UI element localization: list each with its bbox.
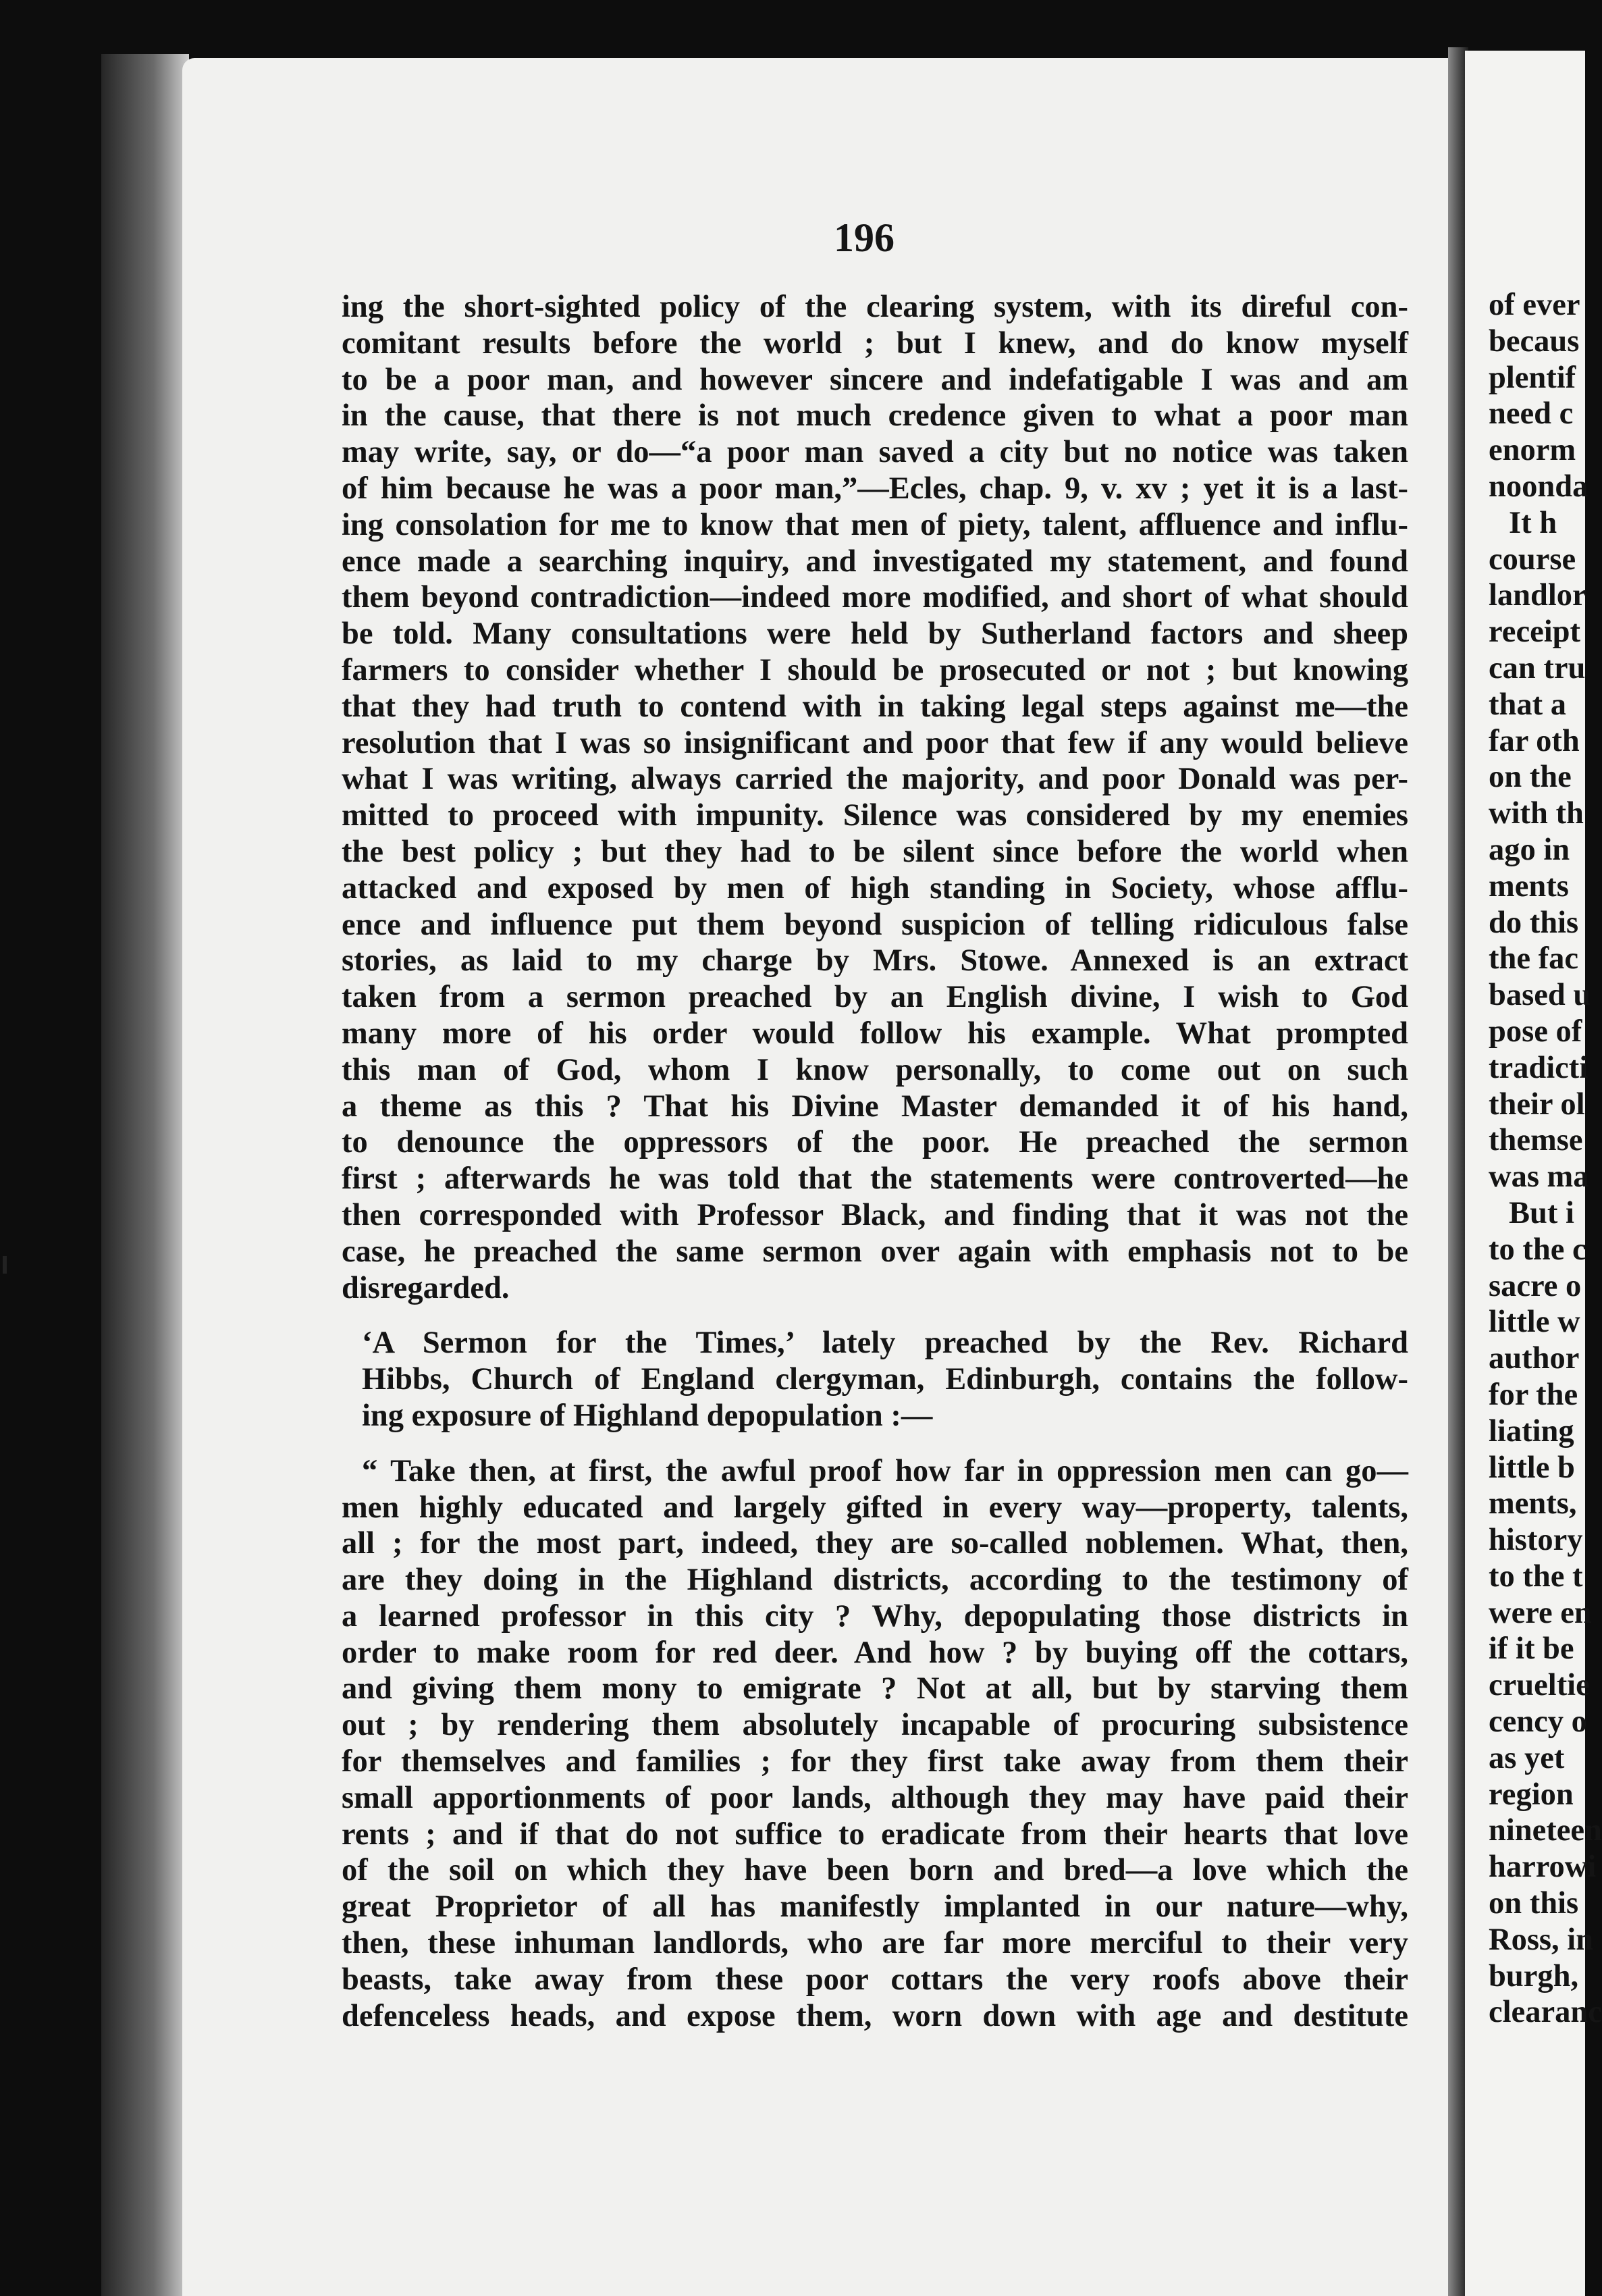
text-fragment: for the (1489, 1377, 1578, 1412)
text-fragment: ments (1489, 868, 1569, 904)
text-fragment: receipt (1489, 615, 1580, 650)
main-text-column (342, 289, 1408, 2034)
text-line: for themselves and families ; for they first take away from them their (342, 1744, 1408, 1779)
quote-paragraph (342, 1453, 1408, 2035)
book-edge-shadow (101, 54, 189, 2296)
text-fragment: little w (1489, 1305, 1580, 1340)
text-line: of him because he was a poor man,”—Ecles, chap. 9, v. xv ; yet it is a last- (342, 471, 1408, 506)
text-line: ence and influence put them beyond suspicion of telling ridiculous false (342, 907, 1408, 942)
text-fragment: with th (1489, 796, 1584, 831)
text-fragment: pose of (1489, 1014, 1582, 1049)
text-line: of the soil on which they have been born and bred—a love which the (342, 1853, 1408, 1888)
text-fragment: to the t (1489, 1559, 1583, 1594)
text-line: rents ; and if that do not suffice to eradicate from their hearts that love (342, 1817, 1408, 1852)
text-fragment: that a (1489, 687, 1566, 722)
text-fragment: the fac (1489, 941, 1578, 976)
text-fragment: need c (1489, 396, 1574, 432)
text-fragment: tradicti (1489, 1050, 1588, 1085)
text-fragment: liating (1489, 1413, 1574, 1449)
text-fragment: But i (1509, 1195, 1574, 1230)
text-fragment: history (1489, 1523, 1583, 1558)
text-fragment: clearanc (1489, 1995, 1602, 2030)
text-line: comitant results before the world ; but I knew, and do know myself (342, 325, 1408, 361)
text-fragment: landlor (1489, 578, 1586, 613)
text-fragment: becaus (1489, 323, 1580, 359)
text-fragment: ments, (1489, 1486, 1577, 1521)
text-line: may write, say, or do—“a poor man saved a city but no notice was taken (342, 435, 1408, 470)
text-line: mitted to proceed with impunity. Silence was considered by my enemies (342, 798, 1408, 833)
text-line: out ; by rendering them absolutely incapable of procuring subsistence (342, 1708, 1408, 1743)
text-line: “ Take then, at first, the awful proof how far in oppression men can go— (362, 1453, 1408, 1488)
text-line: beasts, take away from these poor cottars the very roofs above their (342, 1962, 1408, 1997)
text-line: ‘A Sermon for the Times,’ lately preached by the Rev. Richard (362, 1326, 1408, 1361)
body-paragraph (342, 289, 1408, 1306)
text-line: the best policy ; but they had to be silent since before the world when (342, 834, 1408, 869)
right-page-text-fragments (1489, 287, 1602, 2031)
text-line: a theme as this ? That his Divine Master demanded it of his hand, (342, 1089, 1408, 1124)
text-line: great Proprietor of all has manifestly implanted in our nature—why, (342, 1889, 1408, 1925)
text-fragment: far oth (1489, 723, 1580, 758)
text-fragment: It h (1509, 505, 1557, 540)
text-line: what I was writing, always carried the majority, and poor Donald was per- (342, 762, 1408, 797)
text-line: then corresponded with Professor Black, and finding that it was not the (342, 1197, 1408, 1232)
text-fragment: crueltie (1489, 1668, 1590, 1703)
text-line: this man of God, whom I know personally, to come out on such (342, 1052, 1408, 1087)
text-line: first ; afterwards he was told that the statements were controverted—he (342, 1162, 1408, 1197)
text-fragment: course (1489, 542, 1576, 577)
text-line: taken from a sermon preached by an English divine, I wish to God (342, 980, 1408, 1015)
text-fragment: plentif (1489, 360, 1576, 395)
text-line: then, these inhuman landlords, who are far more merciful to their very (342, 1926, 1408, 1961)
text-fragment: ago in (1489, 832, 1570, 867)
text-fragment: little b (1489, 1450, 1575, 1485)
text-fragment: burgh, (1489, 1958, 1579, 1993)
text-fragment: enorm (1489, 433, 1576, 468)
text-fragment: nineteen (1489, 1813, 1602, 1848)
text-fragment: was ma (1489, 1159, 1589, 1195)
text-fragment: sacre o (1489, 1268, 1582, 1303)
text-line: that they had truth to contend with in taking legal steps against me—the (342, 689, 1408, 724)
text-line: a learned professor in this city ? Why, depopulating those districts in (342, 1598, 1408, 1634)
intro-paragraph (342, 1325, 1408, 1434)
paragraph-spacer (342, 1434, 1408, 1453)
text-line: to be a poor man, and however sincere and indefatigable I was and am (342, 362, 1408, 397)
text-fragment: based u (1489, 978, 1591, 1013)
text-line: them beyond contradiction—indeed more modified, and short of what should (342, 580, 1408, 615)
text-line: stories, as laid to my charge by Mrs. Stowe. Annexed is an extract (342, 943, 1408, 979)
text-fragment: noonda (1489, 469, 1588, 504)
text-line: defenceless heads, and expose them, worn down with age and destitute (342, 1998, 1408, 2033)
text-fragment: cency o (1489, 1704, 1587, 1740)
text-line: to denounce the oppressors of the poor. He preached the sermon (342, 1125, 1408, 1160)
text-fragment: were en (1489, 1595, 1592, 1630)
text-line: men highly educated and largely gifted in every way—property, talents, (342, 1490, 1408, 1525)
paragraph-spacer (342, 1306, 1408, 1325)
text-line: many more of his order would follow his example. What prompted (342, 1016, 1408, 1051)
text-line: and giving them mony to emigrate ? Not at all, but by starving them (342, 1671, 1408, 1706)
text-line: resolution that I was so insignificant and poor that few if any would believe (342, 725, 1408, 760)
text-fragment: to the c (1489, 1232, 1586, 1267)
text-line: ing the short-sighted policy of the clearing system, with its direful con- (342, 290, 1408, 324)
text-fragment: do this (1489, 905, 1579, 940)
text-fragment: themse (1489, 1123, 1583, 1158)
text-fragment: region (1489, 1777, 1574, 1812)
text-line: case, he preached the same sermon over again with emphasis not to be (342, 1234, 1408, 1269)
text-line: disregarded. (342, 1270, 510, 1305)
text-fragment: on the (1489, 760, 1572, 795)
text-line: order to make room for red deer. And how ? by buying off the cottars, (342, 1635, 1408, 1670)
text-fragment: harrowi (1489, 1850, 1597, 1885)
text-line: small apportionments of poor lands, although they may have paid their (342, 1780, 1408, 1815)
text-line: farmers to consider whether I should be prosecuted or not ; but knowing (342, 652, 1408, 687)
scan-edge-mark (3, 1256, 7, 1274)
text-line: are they doing in the Highland districts, according to the testimony of (342, 1563, 1408, 1598)
text-line: all ; for the most part, indeed, they are so-called noblemen. What, then, (342, 1526, 1408, 1561)
text-line: ing exposure of Highland depopulation :— (362, 1398, 933, 1433)
text-fragment: of ever (1489, 288, 1580, 322)
text-line: Hibbs, Church of England clergyman, Edinburgh, contains the follow- (362, 1362, 1408, 1397)
text-line: be told. Many consultations were held by Sutherland factors and sheep (342, 617, 1408, 652)
text-line: attacked and exposed by men of high standing in Society, whose afflu- (342, 870, 1408, 906)
text-fragment: can tru (1489, 650, 1586, 685)
text-fragment: on this (1489, 1886, 1579, 1921)
text-line: ing consolation for me to know that men of piety, talent, affluence and influ- (342, 507, 1408, 542)
text-fragment: as yet (1489, 1740, 1565, 1775)
text-line: ence made a searching inquiry, and investigated my statement, and found (342, 544, 1408, 579)
page-number: 196 (834, 215, 895, 260)
text-line: in the cause, that there is not much credence given to what a poor man (342, 398, 1408, 434)
text-fragment: Ross, in (1489, 1922, 1594, 1957)
text-fragment: if it be (1489, 1632, 1574, 1667)
text-fragment: their ol (1489, 1087, 1585, 1122)
text-fragment: author (1489, 1341, 1580, 1376)
